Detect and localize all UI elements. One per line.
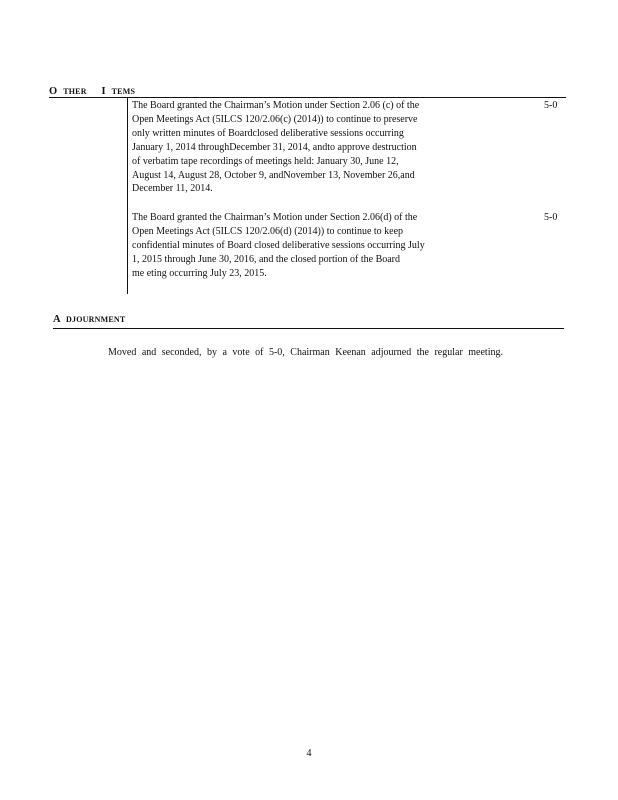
motion-paragraph <box>132 99 478 196</box>
column-divider <box>127 98 128 294</box>
paragraph-line: The Board granted the Chairman’s Motion under Section 2.06(d) of the <box>132 212 418 223</box>
motion-paragraph <box>132 211 484 281</box>
heading-initial: I <box>101 86 106 97</box>
paragraph-line: only written minutes of Boardclosed deliberative sessions occurring <box>132 127 404 139</box>
vote-result: 5-0 <box>544 212 558 223</box>
paragraph-line: of verbatim tape recordings of meetings held: January 30, June 12, <box>132 155 399 167</box>
paragraph-line: Open Meetings Act (5ILCS 120/2.06(d) (2014)) to continue to keep <box>132 225 404 237</box>
paragraph-line: August 14, August 28, October 9, andNovember 13, November 26,and <box>132 169 415 181</box>
heading-initial: A <box>53 314 61 325</box>
paragraph-line: me eting occurring July 23, 2015. <box>132 267 267 279</box>
paragraph-line: 1, 2015 through June 30, 2016, and the closed portion of the Board <box>132 253 401 265</box>
paragraph-line: The Board granted the Chairman’s Motion under Section 2.06 (c) of the <box>132 100 420 111</box>
other-items-heading <box>49 86 135 97</box>
section-rule <box>53 328 564 329</box>
paragraph-line: confidential minutes of Board closed deliberative sessions occurring July <box>132 239 425 251</box>
heading-rest: TEMS <box>111 87 136 96</box>
vote-result: 5-0 <box>544 100 558 111</box>
adjournment-heading <box>53 314 125 325</box>
heading-initial: O <box>49 86 58 97</box>
paragraph-line: Open Meetings Act (5ILCS 120/2.06(c) (2014)) to continue to preserve <box>132 113 418 125</box>
paragraph-line: December 11, 2014. <box>132 183 213 195</box>
heading-rest: DJOURNMENT <box>66 315 126 324</box>
heading-rest: THER <box>63 87 87 96</box>
page-number: 4 <box>306 748 312 759</box>
paragraph-line: January 1, 2014 throughDecember 31, 2014, andto approve destruction <box>132 141 417 153</box>
adjournment-text: Moved and seconded, by a vote of 5-0, Chairman Keenan adjourned the regular meeting. <box>108 347 503 358</box>
